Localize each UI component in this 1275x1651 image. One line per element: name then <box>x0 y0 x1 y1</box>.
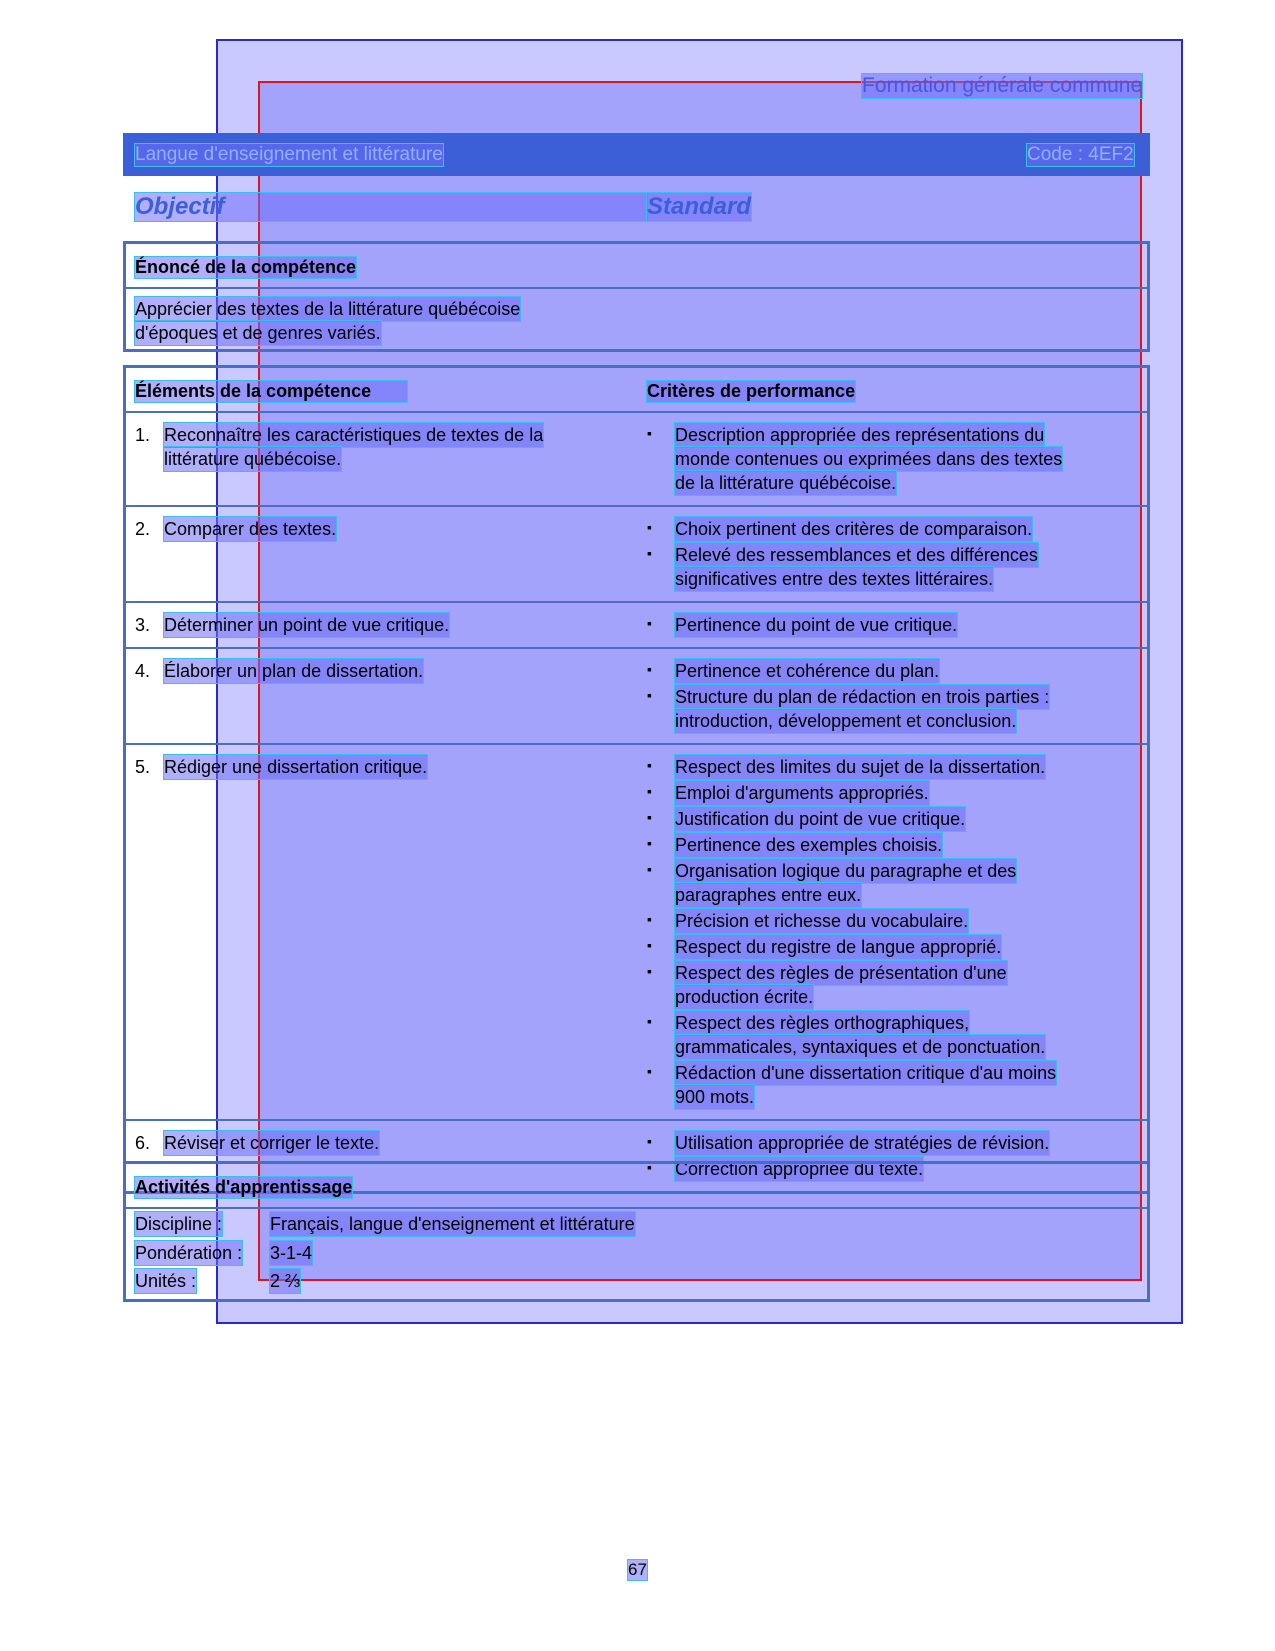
criterion-text: Précision et richesse du vocabulaire. <box>675 911 969 931</box>
bullet-icon: ▪ <box>647 835 652 851</box>
criterion-text: Structure du plan de rédaction en trois parties : <box>675 687 1050 707</box>
row-divider <box>126 743 1147 745</box>
criterion-text: Pertinence du point de vue critique. <box>675 615 958 635</box>
bullet-icon: ▪ <box>647 519 652 535</box>
criterion-text: Rédaction d'une dissertation critique d'au moins <box>675 1063 1057 1083</box>
band-course-name: Langue d'enseignement et littérature <box>135 144 443 165</box>
competence-line-1: Apprécier des textes de la littérature québécoise <box>135 299 521 319</box>
standard-heading: Standard <box>647 193 752 220</box>
criterion-text: Justification du point de vue critique. <box>675 809 966 829</box>
bullet-icon: ▪ <box>647 661 652 677</box>
bullet-icon: ▪ <box>647 687 652 703</box>
competence-line-2: d'époques et de genres variés. <box>135 323 381 343</box>
criterion-text: grammaticales, syntaxiques et de ponctuation. <box>675 1037 1046 1057</box>
element-text: littérature québécoise. <box>164 449 342 469</box>
bullet-icon: ▪ <box>647 757 652 773</box>
activities-title: Activités d'apprentissage <box>135 1177 353 1197</box>
unites-value: 2 ⅔ <box>270 1271 301 1291</box>
criterion-text: Respect du registre de langue approprié. <box>675 937 1002 957</box>
element-text: Reconnaître les caractéristiques de textes de la <box>164 425 544 445</box>
bullet-icon: ▪ <box>647 937 652 953</box>
row-divider <box>126 601 1147 603</box>
criterion-text: Pertinence et cohérence du plan. <box>675 661 940 681</box>
criterion-text: Emploi d'arguments appropriés. <box>675 783 929 803</box>
unites-label: Unités : <box>135 1271 197 1291</box>
activities-box <box>123 1161 1150 1302</box>
element-text: Comparer des textes. <box>164 519 337 539</box>
discipline-label: Discipline : <box>135 1214 223 1234</box>
ponderation-value: 3-1-4 <box>270 1243 313 1263</box>
bullet-icon: ▪ <box>647 1133 652 1149</box>
criterion-text: production écrite. <box>675 987 814 1007</box>
bullet-icon: ▪ <box>647 861 652 877</box>
criterion-text: Organisation logique du paragraphe et des <box>675 861 1017 881</box>
bullet-icon: ▪ <box>647 911 652 927</box>
criterion-text: Respect des règles de présentation d'une <box>675 963 1007 983</box>
element-text: Déterminer un point de vue critique. <box>164 615 450 635</box>
section-title: Formation générale commune <box>862 74 1143 97</box>
bullet-icon: ▪ <box>647 1159 652 1175</box>
criterion-text: Relevé des ressemblances et des différences <box>675 545 1038 565</box>
bullet-icon: ▪ <box>647 1063 652 1079</box>
criterion-text: significatives entre des textes littéraires. <box>675 569 994 589</box>
bullet-icon: ▪ <box>647 1013 652 1029</box>
competence-box <box>123 241 1150 352</box>
row-divider <box>126 505 1147 507</box>
criterion-text: Description appropriée des représentations du <box>675 425 1045 445</box>
criterion-text: 900 mots. <box>675 1087 755 1107</box>
bullet-icon: ▪ <box>647 545 652 561</box>
element-text: Réviser et corriger le texte. <box>164 1133 380 1153</box>
criterion-text: Correction appropriée du texte. <box>675 1159 924 1179</box>
criterion-text: paragraphes entre eux. <box>675 885 862 905</box>
page-number: 67 <box>628 1560 647 1579</box>
objective-heading: Objectif <box>135 193 647 221</box>
criterion-text: Choix pertinent des critères de comparaison. <box>675 519 1033 539</box>
ponderation-label: Pondération : <box>135 1243 243 1263</box>
criterion-text: introduction, développement et conclusion. <box>675 711 1017 731</box>
bullet-icon: ▪ <box>647 615 652 631</box>
discipline-value: Français, langue d'enseignement et littérature <box>270 1214 635 1234</box>
row-divider <box>126 1119 1147 1121</box>
elements-box <box>123 365 1150 1194</box>
criterion-text: Respect des règles orthographiques, <box>675 1013 970 1033</box>
element-number: 6. <box>135 1133 151 1153</box>
criterion-text: monde contenues ou exprimées dans des textes <box>675 449 1063 469</box>
criterion-text: Respect des limites du sujet de la dissertation. <box>675 757 1046 777</box>
element-number: 4. <box>135 661 151 681</box>
criteria-col-heading: Critères de performance <box>647 381 856 401</box>
element-text: Élaborer un plan de dissertation. <box>164 661 424 681</box>
element-number: 3. <box>135 615 151 635</box>
element-text: Rédiger une dissertation critique. <box>164 757 428 777</box>
elements-col-heading: Éléments de la compétence <box>135 381 407 402</box>
element-number: 2. <box>135 519 151 539</box>
competence-title: Énoncé de la compétence <box>135 257 357 277</box>
row-divider <box>126 647 1147 649</box>
bullet-icon: ▪ <box>647 963 652 979</box>
criterion-text: Pertinence des exemples choisis. <box>675 835 943 855</box>
band-course-code: Code : 4EF2 <box>1027 144 1134 165</box>
bullet-icon: ▪ <box>647 809 652 825</box>
criterion-text: Utilisation appropriée de stratégies de révision. <box>675 1133 1050 1153</box>
bullet-icon: ▪ <box>647 425 652 441</box>
element-number: 5. <box>135 757 151 777</box>
bullet-icon: ▪ <box>647 783 652 799</box>
element-number: 1. <box>135 425 151 445</box>
criterion-text: de la littérature québécoise. <box>675 473 897 493</box>
